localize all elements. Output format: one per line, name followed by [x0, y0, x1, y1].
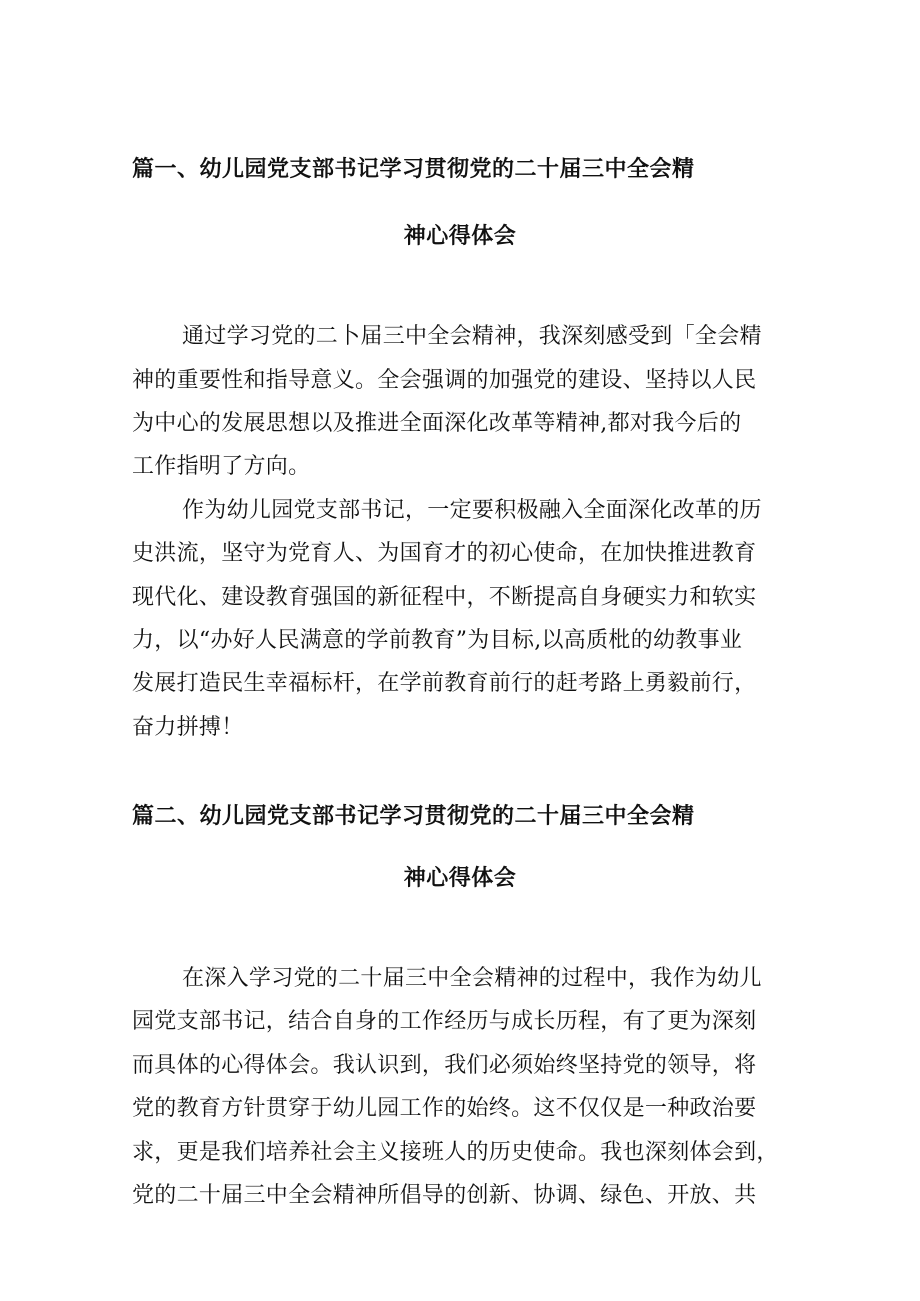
section1-p1-line3: 为中心的发展思想以及推进全面深化改革等精神,都对我今后的: [132, 411, 742, 436]
section1-title-line1: 篇一、幼儿园党支部书记学习贯彻党的二十届三中全会精: [132, 157, 695, 182]
section2-p1-line4: 党的教育方针贯穿于幼儿园工作的始终。这不仅仅是一种政治要: [132, 1096, 757, 1121]
section1-p1-line4: 工作指明了方向。: [132, 454, 311, 479]
section1-title-line2: 神心得体会: [403, 224, 517, 249]
section1-p2-line1: 作为幼儿园党支部书记，一定要积极融入全面深化改革的历: [182, 498, 762, 523]
section1-p2-line3: 现代化、建设教育强国的新征程中，不断提高自身硬实力和软实: [132, 585, 757, 610]
section1-p1-line2: 神的重要性和指导意义。全会强调的加强党的建设、坚持以人民: [132, 368, 757, 393]
section1-p2-line5: 发展打造民生幸福标杆，在学前教育前行的赶考路上勇毅前行，: [132, 671, 757, 696]
section2-title-line1: 篇二、幼儿园党支部书记学习贯彻党的二十届三中全会精: [132, 804, 695, 829]
section1-p1-line1: 通过学习党的二卜届三中全会精神，我深刻感受到「全会精: [182, 324, 762, 349]
section1-p2-line4: 力，以“办好人民满意的学前教育”为目标,以高质枇的幼教事业: [132, 628, 743, 653]
section1-p2-line6: 奋力拼搏！: [132, 715, 244, 740]
section2-p1-line1: 在深入学习党的二十届三中全会精神的过程中，我作为幼儿: [182, 966, 762, 991]
section2-p1-line2: 园党支部书记，结合自身的工作经历与成长历程，有了更为深刻: [132, 1009, 757, 1034]
section2-title-line2: 神心得体会: [403, 866, 517, 891]
section2-p1-line3: 而具体的心得体会。我认识到，我们必须始终坚持党的领导，将: [132, 1053, 757, 1078]
section1-p2-line2: 史洪流，坚守为党育人、为国育才的初心使命，在加快推进教育: [132, 541, 757, 566]
section2-p1-line6: 党的二十届三中全会精神所倡导的创新、协调、绿色、开放、共: [132, 1183, 757, 1208]
section2-p1-line5: 求，更是我们培养社会主义接班人的历史使命。我也深刻体会到，: [132, 1140, 779, 1165]
